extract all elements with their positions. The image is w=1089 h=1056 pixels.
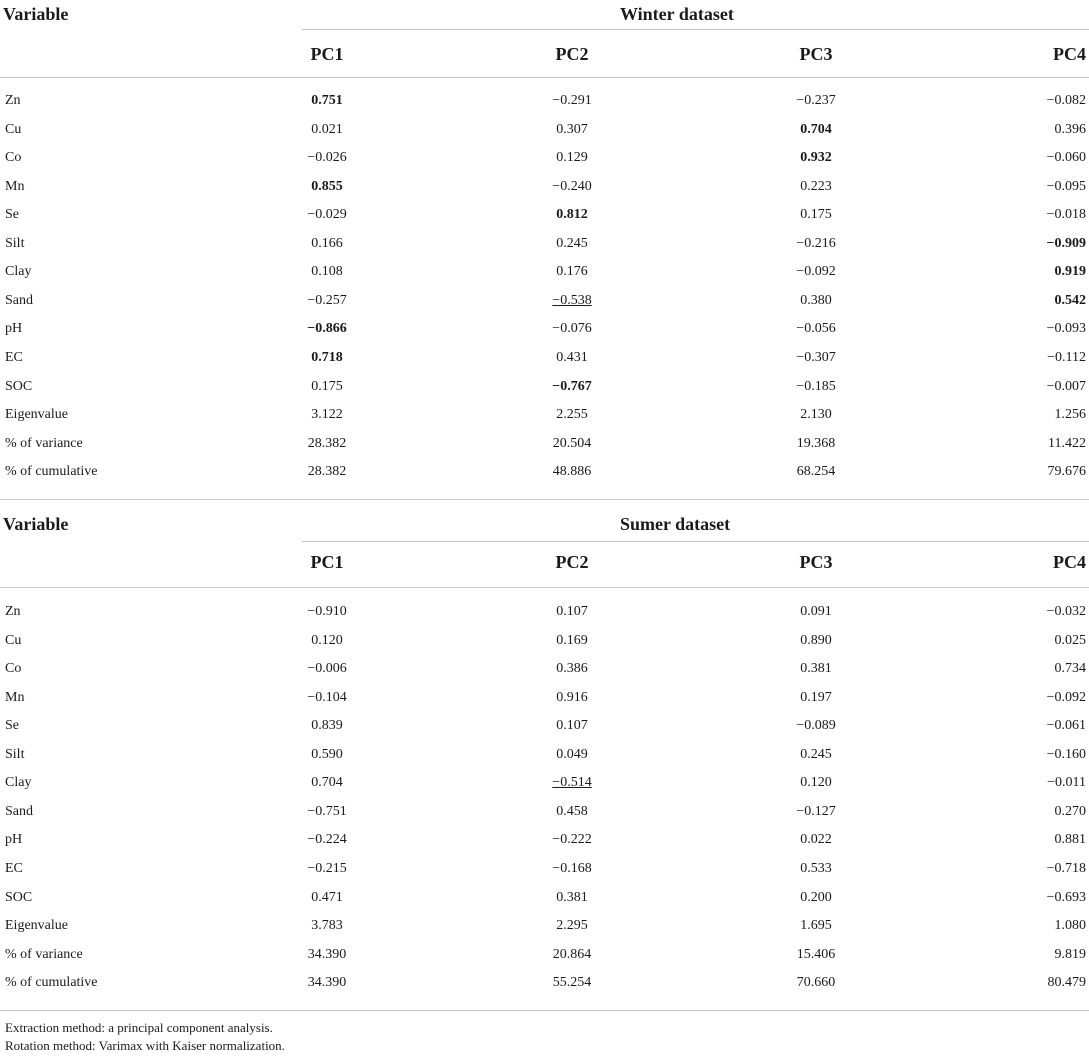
cell-pc2: 0.049 bbox=[556, 746, 588, 762]
cell-pc4: 0.396 bbox=[1054, 121, 1086, 137]
table-row bbox=[0, 144, 1089, 172]
cell-pc2: −0.240 bbox=[552, 178, 592, 194]
cell-pc4: −0.032 bbox=[1046, 604, 1086, 619]
cell-pc3: 0.932 bbox=[800, 150, 832, 166]
cell-pc4: 1.256 bbox=[1054, 407, 1086, 423]
cell-pc2: 55.254 bbox=[552, 975, 592, 991]
row-label: Eigenvalue bbox=[5, 918, 68, 934]
cell-pc4: −0.018 bbox=[1046, 207, 1086, 223]
cell-pc4: −0.007 bbox=[1046, 378, 1086, 394]
cell-pc2: 0.129 bbox=[556, 150, 588, 166]
cell-pc1: 3.783 bbox=[311, 918, 343, 934]
cell-pc2: −0.291 bbox=[552, 93, 592, 108]
row-label: Mn bbox=[5, 178, 25, 194]
cell-pc4: 0.542 bbox=[1054, 292, 1086, 308]
cell-pc4: 9.819 bbox=[1054, 946, 1086, 962]
cell-pc1: 0.718 bbox=[311, 349, 343, 365]
cell-pc3: −0.127 bbox=[796, 803, 836, 819]
cell-pc4: −0.693 bbox=[1046, 889, 1086, 905]
table-row bbox=[0, 712, 1089, 740]
cell-pc3: 0.533 bbox=[800, 860, 832, 876]
cell-pc1: −0.751 bbox=[307, 803, 347, 819]
row-label: pH bbox=[5, 321, 23, 337]
cell-pc1: −0.224 bbox=[307, 832, 347, 848]
cell-pc3: 2.130 bbox=[800, 407, 832, 423]
cell-pc3: 15.406 bbox=[796, 946, 836, 962]
cell-pc1: 0.855 bbox=[311, 178, 343, 194]
table-row bbox=[0, 287, 1089, 315]
cell-pc1: 0.021 bbox=[311, 121, 343, 137]
cell-pc1: −0.910 bbox=[307, 604, 347, 619]
table-row bbox=[0, 941, 1089, 969]
cell-pc1: −0.215 bbox=[307, 860, 347, 876]
cell-pc3: 0.245 bbox=[800, 746, 832, 762]
table-row bbox=[0, 173, 1089, 201]
cell-pc2: 0.386 bbox=[556, 661, 588, 677]
cell-pc2: 0.458 bbox=[556, 803, 588, 819]
cell-pc3: 0.197 bbox=[800, 689, 832, 705]
cell-pc2: 0.431 bbox=[556, 349, 588, 365]
cell-pc1: 0.704 bbox=[311, 775, 343, 791]
table-row bbox=[0, 315, 1089, 343]
winter-col-pc1: PC1 bbox=[310, 44, 344, 64]
cell-pc1: 0.751 bbox=[311, 93, 343, 108]
row-label: % of cumulative bbox=[5, 464, 98, 480]
table-row bbox=[0, 769, 1089, 797]
row-label: Cu bbox=[5, 632, 22, 648]
cell-pc3: 0.380 bbox=[800, 292, 832, 308]
row-label: % of cumulative bbox=[5, 975, 98, 991]
cell-pc3: 0.091 bbox=[800, 604, 832, 619]
cell-pc3: 0.120 bbox=[800, 775, 832, 791]
cell-pc3: −0.216 bbox=[796, 235, 836, 251]
cell-pc2: 0.812 bbox=[556, 207, 588, 223]
cell-pc4: 0.734 bbox=[1054, 661, 1086, 677]
cell-pc2: 2.295 bbox=[556, 918, 588, 934]
cell-pc3: −0.092 bbox=[796, 264, 836, 280]
cell-pc3: 19.368 bbox=[796, 435, 836, 451]
cell-pc1: 3.122 bbox=[311, 407, 343, 423]
row-label: Sand bbox=[5, 292, 33, 308]
footnote-rotation: Rotation method: Varimax with Kaiser normalization. bbox=[5, 1038, 285, 1053]
cell-pc1: 0.175 bbox=[311, 378, 343, 394]
winter-col-pc4: PC4 bbox=[1053, 44, 1086, 64]
table-row bbox=[0, 430, 1089, 458]
cell-pc3: −0.237 bbox=[796, 93, 836, 108]
cell-pc4: −0.093 bbox=[1046, 321, 1086, 337]
table-row bbox=[0, 826, 1089, 854]
section-separator bbox=[0, 499, 1089, 500]
cell-pc1: −0.006 bbox=[307, 661, 347, 677]
row-label: Co bbox=[5, 150, 22, 166]
row-label: EC bbox=[5, 349, 23, 365]
cell-pc2: 2.255 bbox=[556, 407, 588, 423]
row-label: Clay bbox=[5, 264, 32, 280]
cell-pc4: −0.909 bbox=[1046, 235, 1086, 251]
winter-col-pc2: PC2 bbox=[555, 44, 589, 64]
cell-pc4: −0.061 bbox=[1046, 718, 1086, 734]
row-label: Cu bbox=[5, 121, 22, 137]
table-row bbox=[0, 87, 1089, 115]
variable-header: Variable bbox=[3, 4, 69, 24]
cell-pc1: 0.839 bbox=[311, 718, 343, 734]
table-row bbox=[0, 458, 1089, 486]
cell-pc2: −0.222 bbox=[552, 832, 592, 848]
row-label: Co bbox=[5, 661, 22, 677]
table-row bbox=[0, 598, 1089, 626]
cell-pc4: −0.112 bbox=[1047, 349, 1086, 365]
summer-col-pc1: PC1 bbox=[310, 552, 344, 572]
winter-dataset-title: Winter dataset bbox=[620, 4, 734, 24]
row-label: Zn bbox=[5, 93, 21, 108]
row-label: % of variance bbox=[5, 435, 83, 451]
row-label: Mn bbox=[5, 689, 25, 705]
cell-pc1: 0.590 bbox=[311, 746, 343, 762]
table-bottom-rule bbox=[0, 1010, 1089, 1011]
cell-pc3: 0.175 bbox=[800, 207, 832, 223]
table-row bbox=[0, 201, 1089, 229]
cell-pc2: 0.176 bbox=[556, 264, 588, 280]
cell-pc3: −0.307 bbox=[796, 349, 836, 365]
cell-pc2: −0.076 bbox=[552, 321, 592, 337]
table-row bbox=[0, 627, 1089, 655]
row-label: pH bbox=[5, 832, 23, 848]
row-label: SOC bbox=[5, 378, 33, 394]
header-divider bbox=[302, 541, 1089, 542]
cell-pc4: −0.095 bbox=[1046, 178, 1086, 194]
summer-col-pc2: PC2 bbox=[555, 552, 589, 572]
cell-pc2: 0.307 bbox=[556, 121, 588, 137]
cell-pc3: −0.089 bbox=[796, 718, 836, 734]
column-header-rule bbox=[0, 587, 1089, 588]
cell-pc4: 0.881 bbox=[1054, 832, 1086, 848]
table-row bbox=[0, 116, 1089, 144]
cell-pc3: 70.660 bbox=[796, 975, 836, 991]
cell-pc2: 0.107 bbox=[556, 604, 588, 619]
cell-pc1: 0.166 bbox=[311, 235, 343, 251]
cell-pc1: 0.471 bbox=[311, 889, 343, 905]
cell-pc2: 0.916 bbox=[556, 689, 588, 705]
cell-pc1: −0.029 bbox=[307, 207, 347, 223]
cell-pc4: −0.060 bbox=[1046, 150, 1086, 166]
cell-pc2: 0.381 bbox=[556, 889, 588, 905]
cell-pc4: 0.270 bbox=[1054, 803, 1086, 819]
row-label: Zn bbox=[5, 604, 21, 619]
cell-pc2: −0.538 bbox=[552, 292, 592, 308]
row-label: Se bbox=[5, 718, 19, 734]
cell-pc2: 20.504 bbox=[552, 435, 592, 451]
cell-pc3: 0.200 bbox=[800, 889, 832, 905]
header-divider bbox=[302, 29, 1089, 30]
cell-pc4: 0.919 bbox=[1054, 264, 1086, 280]
cell-pc2: 0.245 bbox=[556, 235, 588, 251]
row-label: Clay bbox=[5, 775, 32, 791]
cell-pc1: −0.257 bbox=[307, 292, 347, 308]
summer-col-pc3: PC3 bbox=[799, 552, 833, 572]
cell-pc1: −0.104 bbox=[307, 689, 347, 705]
summer-dataset-title: Sumer dataset bbox=[620, 514, 731, 534]
cell-pc1: 0.120 bbox=[311, 632, 343, 648]
table-row bbox=[0, 969, 1089, 997]
table-row bbox=[0, 798, 1089, 826]
table-row bbox=[0, 855, 1089, 883]
table-row bbox=[0, 684, 1089, 712]
cell-pc4: −0.082 bbox=[1046, 93, 1086, 108]
cell-pc3: 0.704 bbox=[800, 121, 832, 137]
cell-pc1: 28.382 bbox=[307, 464, 347, 480]
table-row bbox=[0, 655, 1089, 683]
table-row bbox=[0, 912, 1089, 940]
cell-pc4: 79.676 bbox=[1047, 464, 1086, 480]
cell-pc4: 11.422 bbox=[1048, 435, 1086, 451]
table-row bbox=[0, 884, 1089, 912]
winter-col-pc3: PC3 bbox=[799, 44, 833, 64]
row-label: EC bbox=[5, 860, 23, 876]
cell-pc2: 0.107 bbox=[556, 718, 588, 734]
table-row bbox=[0, 230, 1089, 258]
cell-pc1: 28.382 bbox=[307, 435, 347, 451]
column-header-rule bbox=[0, 77, 1089, 78]
row-label: Silt bbox=[5, 235, 25, 251]
variable-header: Variable bbox=[3, 514, 69, 534]
cell-pc1: 34.390 bbox=[307, 975, 347, 991]
cell-pc4: 80.479 bbox=[1047, 975, 1086, 991]
cell-pc2: −0.767 bbox=[552, 378, 592, 394]
cell-pc3: 0.890 bbox=[800, 632, 832, 648]
cell-pc4: −0.092 bbox=[1046, 689, 1086, 705]
cell-pc3: 68.254 bbox=[796, 464, 836, 480]
row-label: Silt bbox=[5, 746, 25, 762]
cell-pc4: 1.080 bbox=[1054, 918, 1086, 934]
cell-pc2: −0.514 bbox=[552, 775, 592, 791]
cell-pc4: −0.011 bbox=[1047, 775, 1086, 791]
cell-pc3: 0.223 bbox=[800, 178, 832, 194]
cell-pc3: 0.022 bbox=[800, 832, 832, 848]
row-label: SOC bbox=[5, 889, 33, 905]
row-label: Se bbox=[5, 207, 19, 223]
cell-pc3: −0.056 bbox=[796, 321, 836, 337]
row-label: Eigenvalue bbox=[5, 407, 68, 423]
table-row bbox=[0, 373, 1089, 401]
footnote-extraction: Extraction method: a principal component analysis. bbox=[5, 1020, 273, 1035]
cell-pc1: 34.390 bbox=[307, 946, 347, 962]
cell-pc2: −0.168 bbox=[552, 860, 592, 876]
cell-pc2: 48.886 bbox=[552, 464, 592, 480]
cell-pc1: 0.108 bbox=[311, 264, 343, 280]
cell-pc2: 0.169 bbox=[556, 632, 588, 648]
row-label: % of variance bbox=[5, 946, 83, 962]
cell-pc3: −0.185 bbox=[796, 378, 836, 394]
table-row bbox=[0, 741, 1089, 769]
cell-pc4: −0.718 bbox=[1046, 860, 1086, 876]
cell-pc4: −0.160 bbox=[1046, 746, 1086, 762]
row-label: Sand bbox=[5, 803, 33, 819]
cell-pc4: 0.025 bbox=[1054, 632, 1086, 648]
cell-pc3: 1.695 bbox=[800, 918, 832, 934]
cell-pc1: −0.866 bbox=[307, 321, 347, 337]
table-row bbox=[0, 258, 1089, 286]
cell-pc2: 20.864 bbox=[552, 946, 592, 962]
cell-pc3: 0.381 bbox=[800, 661, 832, 677]
summer-col-pc4: PC4 bbox=[1053, 552, 1086, 572]
cell-pc1: −0.026 bbox=[307, 150, 347, 166]
table-row bbox=[0, 401, 1089, 429]
table-row bbox=[0, 344, 1089, 372]
